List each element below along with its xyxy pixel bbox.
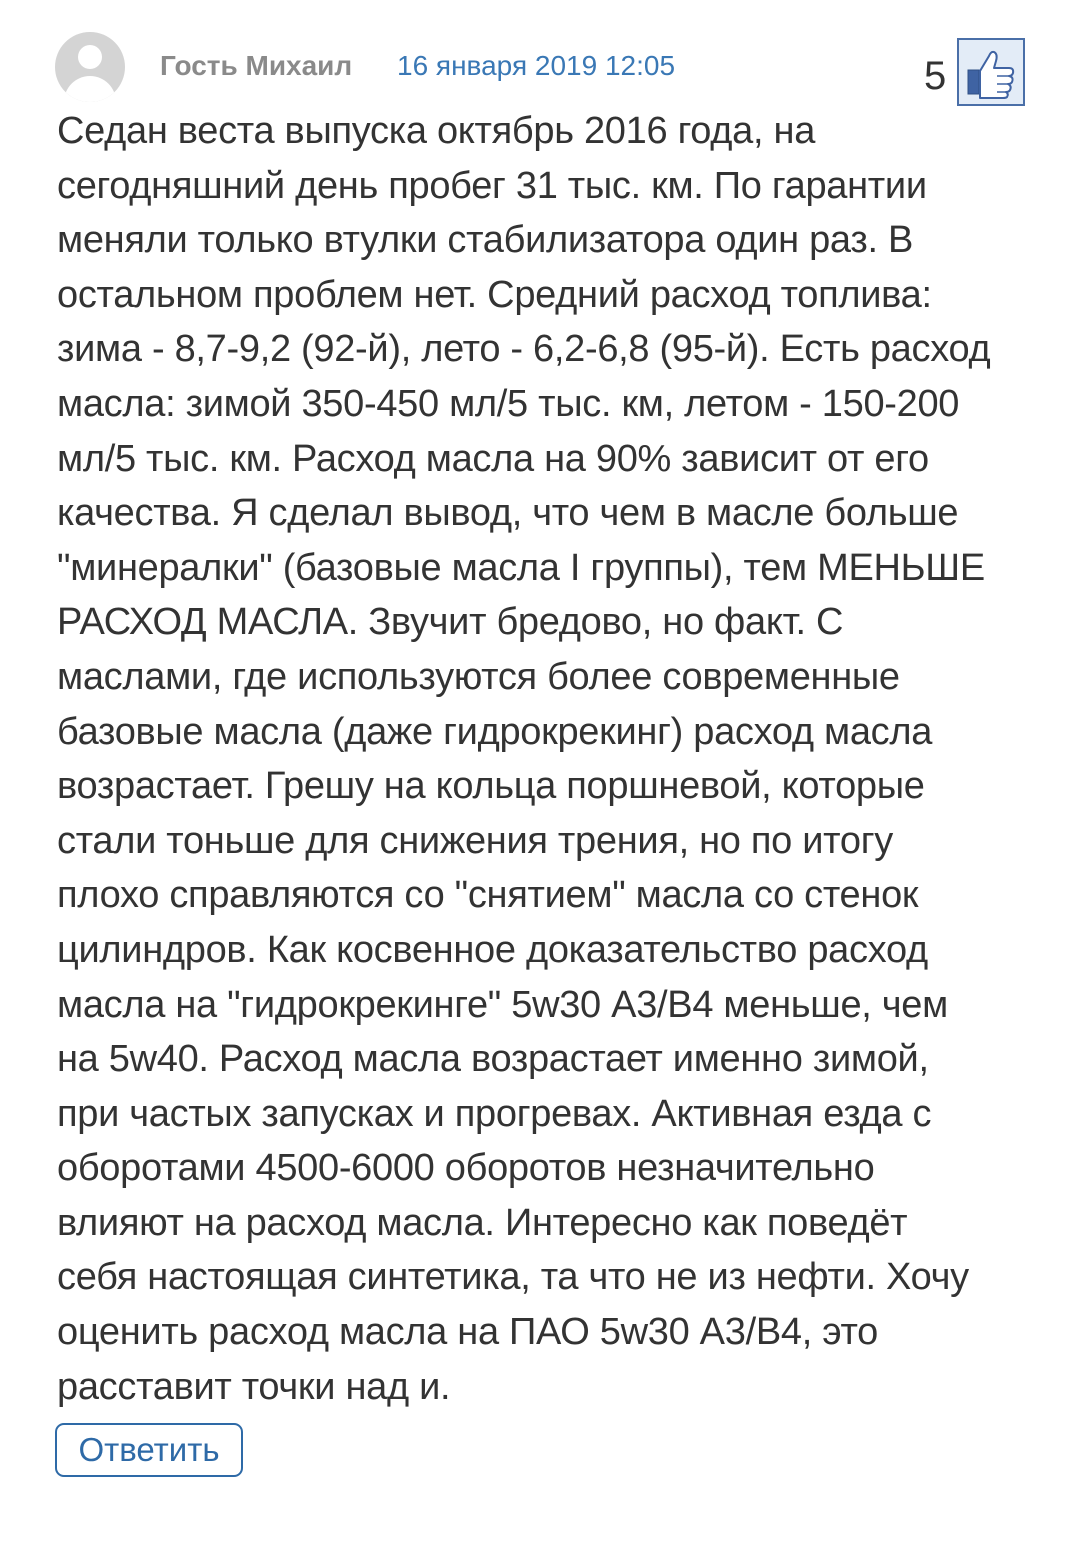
comment-body — [57, 104, 1057, 1414]
comment-author: Гость Михаил — [160, 50, 353, 81]
comment-text-line: РАСХОД МАСЛА. Звучит бредово, но факт. С — [57, 601, 844, 644]
thumbs-up-icon — [961, 42, 1021, 102]
comment-text-line: мл/5 тыс. км. Расход масла на 90% зависит от его — [57, 437, 929, 480]
reply-button[interactable]: Ответить — [55, 1423, 243, 1477]
comment-text-line: меняли только втулки стабилизатора один раз. В — [57, 219, 914, 262]
comment-text-line: возрастает. Грешу на кольца поршневой, которые — [57, 765, 925, 808]
comment-text-line: Седан веста выпуска октябрь 2016 года, на — [57, 110, 816, 152]
comment-text-line: маслами, где используются более современные — [57, 655, 900, 698]
comment-text-line: остальном проблем нет. Средний расход топлива: — [57, 273, 932, 316]
comment-text-line: оценить расход масла на ПАО 5w30 А3/В4, это — [57, 1311, 878, 1354]
comment-text-line: стали тоньше для снижения трения, но по итогу — [57, 819, 893, 862]
comment-text-line: масла на "гидрокрекинге" 5w30 А3/В4 меньше, чем — [57, 983, 948, 1026]
comment-text-line: плохо справляются со "снятием" масла со стенок — [57, 874, 919, 917]
comment-text-line: влияют на расход масла. Интересно как поведёт — [57, 1201, 908, 1244]
comment-text-line: масла: зимой 350-450 мл/5 тыс. км, летом - 150-200 — [57, 382, 960, 425]
comment-text-line: базовые масла (даже гидрокрекинг) расход масла — [57, 710, 933, 753]
comment-date-link[interactable]: 16 января 2019 12:05 — [397, 50, 676, 81]
avatar-head-shape — [78, 45, 102, 69]
comment-text-line: на 5w40. Расход масла возрастает именно зимой, — [57, 1038, 929, 1081]
comment-text-line: сегодняшний день пробег 31 тыс. км. По гарантии — [57, 164, 927, 207]
user-avatar-placeholder-icon — [55, 32, 125, 102]
avatar-shoulders-shape — [64, 76, 116, 102]
comment-text-line: качества. Я сделал вывод, что чем в масле больше — [57, 492, 959, 535]
comment-text-line: цилиндров. Как косвенное доказательство расход — [57, 928, 928, 971]
like-count: 5 — [924, 54, 947, 98]
comment-text-line: расставит точки над и. — [57, 1365, 451, 1408]
comment-text-line: при частых запусках и прогревах. Активная езда с — [57, 1092, 932, 1135]
comment-text-line: зима - 8,7-9,2 (92-й), лето - 6,2-6,8 (95-й). Есть расход — [57, 328, 991, 371]
comment-text-line: оборотами 4500-6000 оборотов незначительно — [57, 1147, 875, 1190]
like-button[interactable] — [957, 38, 1025, 106]
comment-text-line: "минералки" (базовые масла I группы), тем МЕНЬШЕ — [57, 546, 985, 589]
comment-text-line: себя настоящая синтетика, та что не из нефти. Хочу — [57, 1256, 969, 1299]
